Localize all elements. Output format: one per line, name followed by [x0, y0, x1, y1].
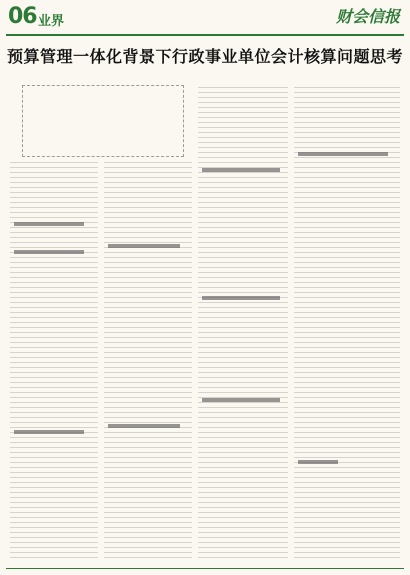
subhead-10: [298, 460, 338, 464]
body-column-4: [294, 85, 400, 560]
subhead-9: [298, 152, 388, 156]
subhead-4: [108, 244, 180, 248]
page-header: [0, 0, 410, 34]
page-number: 06: [8, 4, 37, 29]
subhead-3: [14, 430, 84, 434]
body-column-1: [10, 160, 98, 560]
subhead-8: [202, 398, 280, 402]
section-title: 业界: [38, 14, 65, 29]
header-rule: [6, 34, 404, 36]
subhead-2: [14, 250, 84, 254]
subhead-1: [14, 222, 84, 226]
subhead-7: [202, 296, 280, 300]
subhead-5: [108, 424, 180, 428]
body-column-3: [198, 85, 288, 560]
body-column-2: [104, 160, 192, 560]
footer-rule: [6, 568, 404, 569]
newspaper-brand: 财会信报: [336, 7, 401, 26]
subhead-6: [202, 168, 280, 172]
article-title: 预算管理一体化背景下行政事业单位会计核算问题思考: [6, 47, 403, 66]
article-abstract: [22, 85, 184, 157]
